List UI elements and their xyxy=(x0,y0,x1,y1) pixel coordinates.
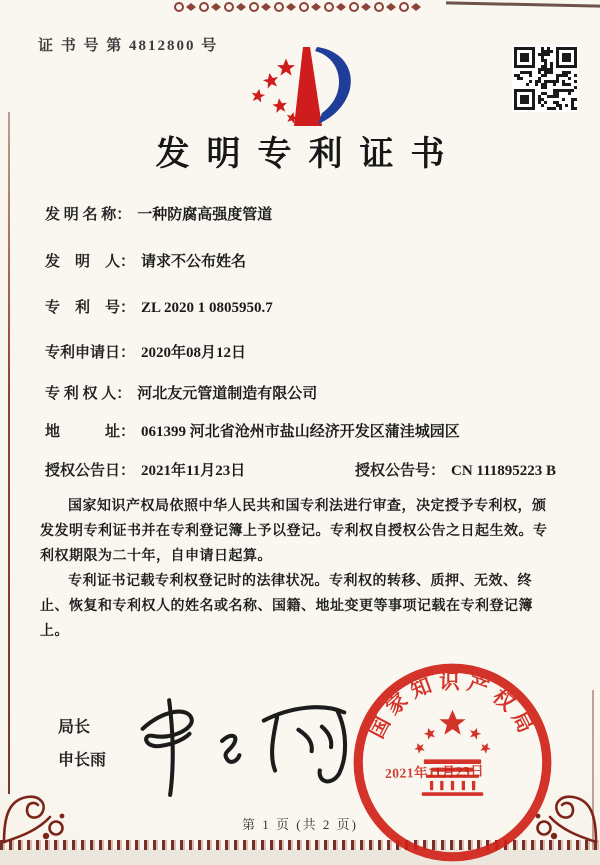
field-label: 专 利 号： xyxy=(45,300,136,316)
field-invention-name xyxy=(45,203,272,224)
certificate-title: 发明专利证书 xyxy=(155,136,462,173)
field-value: ZL 2020 1 0805950.7 xyxy=(141,300,273,316)
field-value: 2021年11月23日 xyxy=(141,463,246,479)
seal-arc-text: 国家知识产权局 xyxy=(365,671,540,743)
field-grant-number xyxy=(355,459,556,480)
svg-text:国家知识产权局 xyxy=(365,671,540,742)
field-label: 地 址： xyxy=(45,424,136,440)
handwritten-signature-icon xyxy=(128,688,363,800)
legal-text-block xyxy=(40,494,560,644)
commissioner-title: 局长 xyxy=(58,719,91,736)
page-indicator: 第 1 页 (共 2 页) xyxy=(242,817,358,832)
top-ornament-border xyxy=(172,0,422,14)
field-label: 授权公告号： xyxy=(355,463,446,479)
field-patentee xyxy=(45,382,317,403)
field-value: 一种防腐高强度管道 xyxy=(137,207,273,223)
field-label: 授权公告日： xyxy=(45,463,136,479)
left-edge-line xyxy=(8,112,10,794)
field-value: 061399 河北省沧州市盐山经济开发区蒲洼城园区 xyxy=(141,424,460,440)
certificate-number: 证 书 号 第 4812800 号 xyxy=(38,38,219,54)
top-right-edge-line xyxy=(446,1,600,7)
national-emblem-icon xyxy=(412,710,492,796)
field-value: 河北友元管道制造有限公司 xyxy=(137,386,318,402)
field-label: 发 明 名 称： xyxy=(45,207,132,223)
field-address xyxy=(45,420,460,441)
legal-paragraph-2: 专利证书记载专利权登记时的法律状况。专利权的转移、质押、无效、终止、恢复和专利权人的姓名或名称、国籍、地址变更等事项记载在专利登记簿上。 xyxy=(40,574,533,639)
field-label: 专 利 权 人： xyxy=(45,386,132,402)
field-label: 发 明 人： xyxy=(45,254,136,270)
field-label: 专利申请日： xyxy=(45,345,136,361)
patent-office-logo-icon xyxy=(233,36,403,138)
qr-code xyxy=(512,45,579,112)
commissioner-name: 申长雨 xyxy=(58,752,107,769)
legal-paragraph-1: 国家知识产权局依照中华人民共和国专利法进行审查，决定授予专利权，颁发发明专利证书并在专利登记簿上予以登记。专利权自授权公告之日起生效。专利权期限为二十年，自申请日起算。 xyxy=(40,499,548,564)
field-inventor xyxy=(45,250,246,271)
field-value: 请求不公布姓名 xyxy=(141,254,247,270)
field-grant-date xyxy=(45,459,557,480)
field-value: CN 111895223 B xyxy=(451,463,557,479)
seal-date: 2021年11月23日 xyxy=(384,763,485,781)
field-patent-number xyxy=(45,296,273,317)
field-value: 2020年08月12日 xyxy=(141,345,247,361)
field-filing-date xyxy=(45,341,246,362)
